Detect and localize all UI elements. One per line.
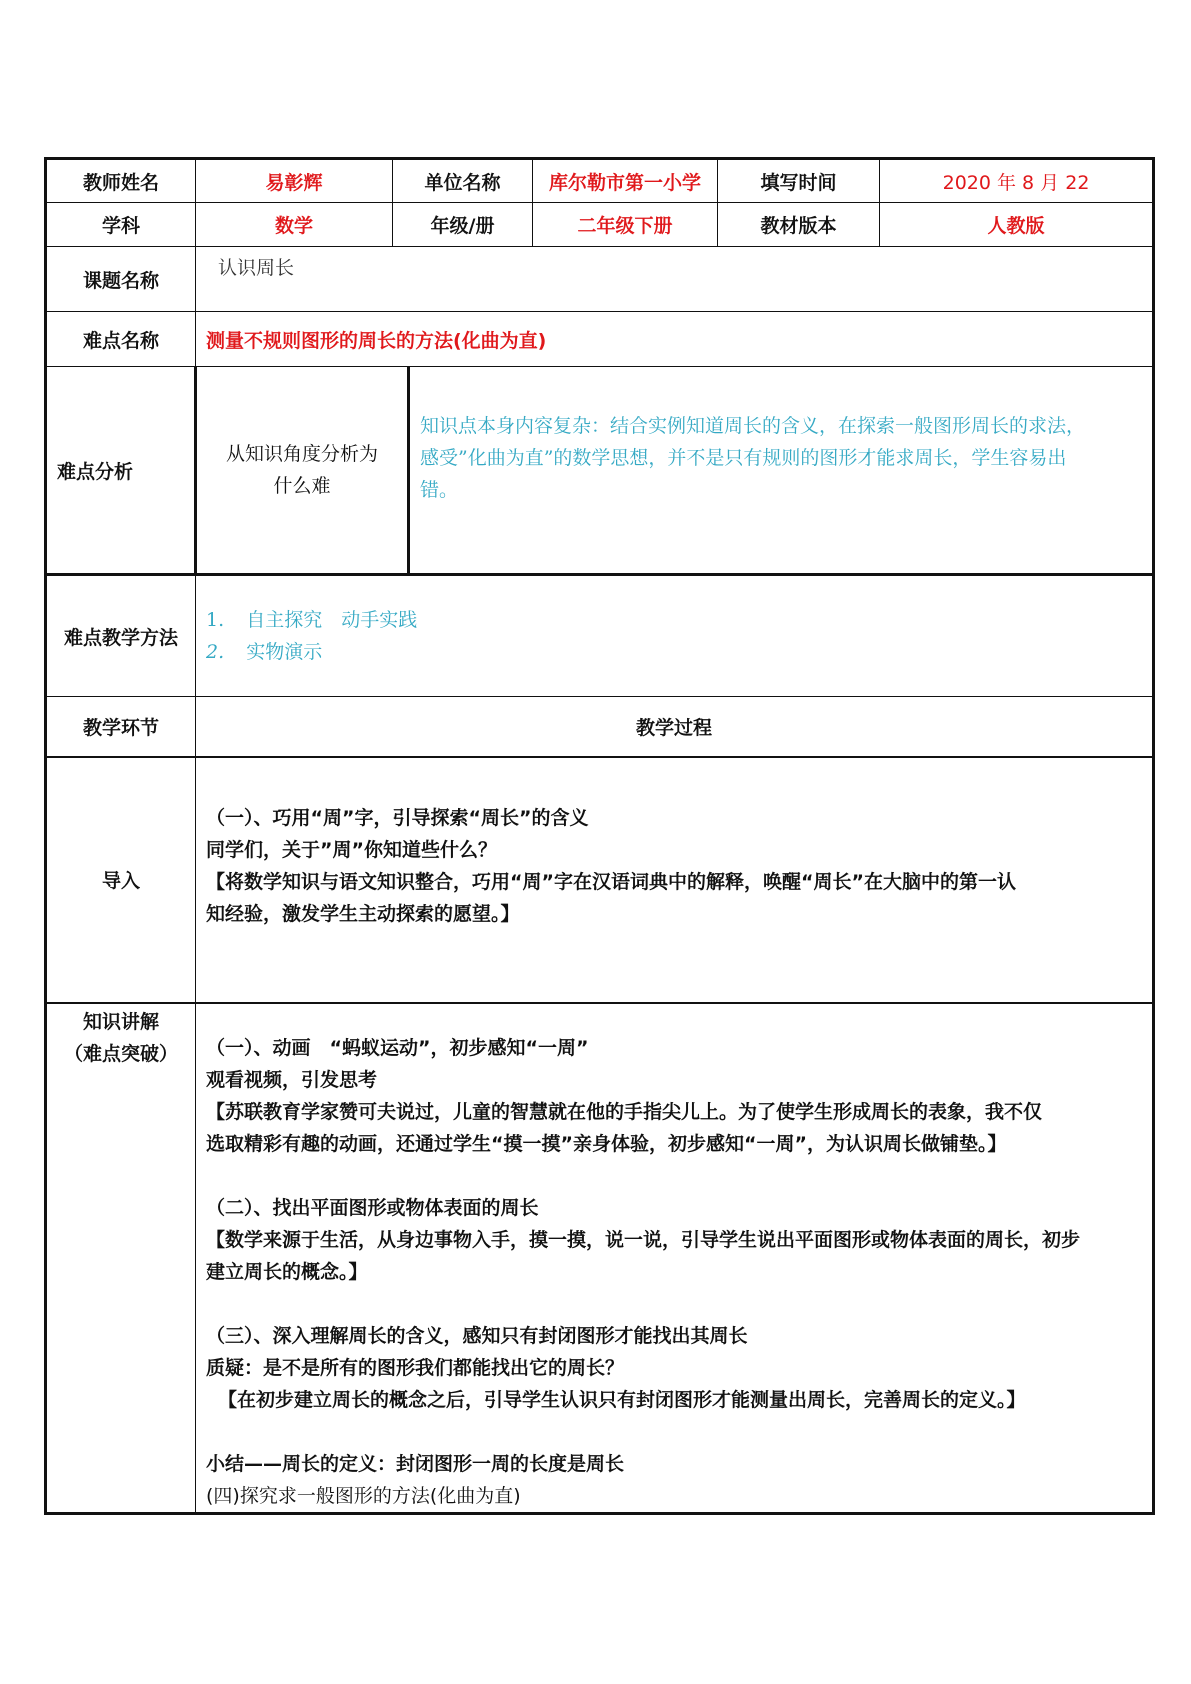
method-item-1-number: 1.: [206, 609, 225, 631]
edition-label: 教材版本: [718, 203, 880, 247]
teacher-name-label: 教师姓名: [46, 159, 196, 203]
analysis-row: [46, 367, 1154, 575]
stage-header-label: 教学环节: [46, 697, 196, 757]
lesson-plan-table: [44, 157, 1155, 1515]
knowledge-label-line2: （难点突破）: [63, 1042, 178, 1065]
analysis-label: 难点分析: [46, 367, 196, 575]
summary-definition: 小结——周长的定义：封闭图形一周的长度是周长: [206, 1452, 625, 1475]
intro-content: [196, 757, 1154, 1003]
method-item-2: [206, 636, 1142, 668]
intro-section-title: （一）、巧用“周”字，引导探索“周长”的含义: [206, 806, 589, 829]
section-1-line1: 观看视频，引发思考: [206, 1068, 378, 1091]
process-header-row: [46, 697, 1154, 757]
topic-value: 认识周长: [196, 247, 1154, 312]
section-4-title: (四)探究求一般图形的方法(化曲为直): [206, 1484, 521, 1507]
intro-label: 导入: [46, 757, 196, 1003]
analysis-sub-label: [196, 367, 409, 575]
subject-label: 学科: [46, 203, 196, 247]
analysis-text-line2: 感受”化曲为直”的数学思想，并不是只有规则的图形才能求周长，学生容易出: [420, 447, 1067, 469]
difficulty-value: 测量不规则图形的周长的方法(化曲为直): [196, 312, 1154, 367]
difficulty-row: [46, 312, 1154, 367]
method-item-2-text: 实物演示: [246, 641, 323, 663]
fill-time-value: 2020 年 8 月 22: [880, 159, 1154, 203]
method-item-2-number: 2.: [206, 641, 225, 663]
fill-time-label: 填写时间: [718, 159, 880, 203]
method-row: [46, 575, 1154, 697]
section-2-note-line1: 【数学来源于生活，从身边事物入手，摸一摸，说一说，引导学生说出平面图形或物体表面的周长，初步: [206, 1228, 1081, 1251]
unit-name-value: 库尔勒市第一小学: [533, 159, 718, 203]
analysis-text: [409, 367, 1154, 575]
info-row-1: [46, 159, 1154, 203]
grade-label: 年级/册: [393, 203, 533, 247]
section-1-title: （一）、动画 “蚂蚁运动”，初步感知“一周”: [206, 1036, 589, 1059]
knowledge-label: [46, 1003, 196, 1514]
section-2-title: （二）、找出平面图形或物体表面的周长: [206, 1196, 539, 1219]
knowledge-row: [46, 1003, 1154, 1514]
difficulty-label: 难点名称: [46, 312, 196, 367]
analysis-sub-label-line2: 什么难: [273, 475, 331, 497]
analysis-text-line1: 知识点本身内容复杂：结合实例知道周长的含义，在探索一般图形周长的求法，: [420, 415, 1086, 437]
section-1-note-line2: 选取精彩有趣的动画，还通过学生“摸一摸”亲身体验，初步感知“一周”，为认识周长做铺垫。】: [206, 1132, 1007, 1155]
section-1-note-line1: 【苏联教育学家赞可夫说过，儿童的智慧就在他的手指尖儿上。为了使学生形成周长的表象，我不仅: [206, 1100, 1043, 1123]
teacher-name-value: 易彰辉: [196, 159, 393, 203]
method-item-1-text: 自主探究 动手实践: [246, 609, 418, 631]
section-3-question: 质疑：是不是所有的图形我们都能找出它的周长？: [206, 1356, 625, 1379]
topic-label: 课题名称: [46, 247, 196, 312]
analysis-text-line3: 错。: [420, 479, 459, 501]
intro-row: [46, 757, 1154, 1003]
intro-question: 同学们，关于”周”你知道些什么？: [206, 838, 497, 861]
knowledge-content: [196, 1003, 1154, 1514]
lesson-plan-document: [44, 157, 1152, 1515]
method-label: 难点教学方法: [46, 575, 196, 697]
analysis-sub-label-line1: 从知识角度分析为: [225, 443, 378, 465]
topic-row: [46, 247, 1154, 312]
knowledge-label-line1: 知识讲解: [82, 1010, 159, 1033]
method-item-1: [206, 604, 1142, 636]
section-3-title: （三）、深入理解周长的含义，感知只有封闭图形才能找出其周长: [206, 1324, 748, 1347]
intro-note-line1: 【将数学知识与语文知识整合，巧用“周”字在汉语词典中的解释，唤醒“周长”在大脑中的第一认: [206, 870, 1016, 893]
subject-value: 数学: [196, 203, 393, 247]
intro-note-line2: 知经验，激发学生主动探索的愿望。】: [206, 902, 520, 925]
unit-name-label: 单位名称: [393, 159, 533, 203]
section-2-note-line2: 建立周长的概念。】: [206, 1260, 368, 1283]
process-header-label: 教学过程: [196, 697, 1154, 757]
grade-value: 二年级下册: [533, 203, 718, 247]
info-row-2: [46, 203, 1154, 247]
method-list: [196, 575, 1154, 697]
edition-value: 人教版: [880, 203, 1154, 247]
section-3-note: 【在初步建立周长的概念之后，引导学生认识只有封闭图形才能测量出周长，完善周长的定义。】: [218, 1388, 1026, 1411]
